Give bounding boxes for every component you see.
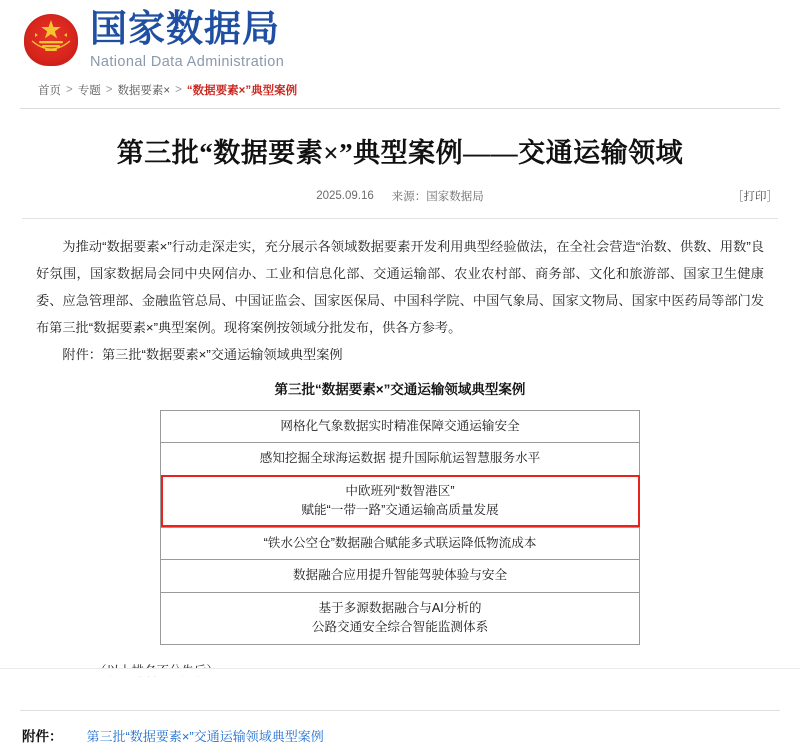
attachment-link[interactable]: 第三批“数据要素×”交通运输领域典型案例: [86, 728, 324, 744]
page-title: 第三批“数据要素×”典型案例——交通运输领域: [116, 137, 684, 168]
case-line: 网格化气象数据实时精准保障交通运输安全: [280, 418, 520, 433]
case-line: “铁水公空仓”数据融合赋能多式联运降低物流成本: [263, 535, 537, 550]
case-cell-4[interactable]: [161, 527, 640, 560]
case-table: [160, 410, 640, 645]
case-line: 感知挖掘全球海运数据 提升国际航运智慧服务水平: [259, 451, 541, 466]
case-cell-3-highlighted[interactable]: [161, 475, 640, 527]
breadcrumb-separator: >: [105, 83, 113, 96]
table-row: [161, 592, 640, 644]
footer-bar: [0, 668, 800, 676]
brand-name-en: National Data Administration: [90, 53, 285, 70]
brand-name-cn: 国家数据局: [90, 9, 280, 50]
publish-date: 2025.09.16: [316, 189, 374, 202]
breadcrumb-item-current: “数据要素×”典型案例: [186, 84, 298, 97]
print-button[interactable]: ［打印］: [732, 190, 778, 203]
attachment-section: [0, 711, 800, 745]
table-row: [161, 560, 640, 593]
case-line: 基于多源数据融合与AI分析的: [318, 600, 482, 615]
breadcrumb: [38, 82, 800, 98]
attachment-label: 附件：: [22, 729, 63, 745]
table-row: [161, 475, 640, 527]
case-cell-2[interactable]: [161, 443, 640, 476]
case-line: 公路交通安全综合智能监测体系: [311, 620, 489, 635]
breadcrumb-item-home[interactable]: 首页: [38, 84, 61, 97]
body-paragraph-1: 为推动“数据要素×”行动走深走实，充分展示各领域数据要素开发利用典型经验做法，在全社会营造“治数、供数、用数”良好氛围，国家数据局会同中央网信办、工业和信息化部、交通运输部、农业农村部、商务部、文化和旅游部、国家卫生健康委、应急管理部、金融监管总局、中国证监会、国家医保局、中国科学院、中国气象局、国家文物局、国家中医药局等部门发布第三批“数据要素×”典型案例。现将案例按领域分批发布，供各方参考。: [36, 238, 764, 335]
breadcrumb-separator: >: [66, 83, 73, 96]
article-meta: [0, 188, 800, 204]
table-row: [161, 527, 640, 560]
national-emblem-icon: [22, 11, 80, 69]
case-line: 赋能“一带一路”交通运输高质量发展: [301, 503, 499, 518]
case-line: 中欧班列“数智港区”: [345, 483, 455, 498]
table-row: [161, 443, 640, 476]
case-cell-6[interactable]: [161, 592, 640, 644]
breadcrumb-item-topic[interactable]: 专题: [77, 84, 101, 97]
breadcrumb-item-data-element[interactable]: 数据要素×: [117, 84, 171, 97]
case-line: 数据融合应用提升智能驾驶体验与安全: [292, 568, 508, 583]
case-cell-5[interactable]: [161, 560, 640, 593]
breadcrumb-separator: >: [175, 83, 182, 96]
body-paragraph-2: 附件：第三批“数据要素×”交通运输领域典型案例: [62, 346, 343, 362]
article-body: [0, 219, 800, 685]
case-cell-1[interactable]: [161, 410, 640, 443]
article-source: 来源：国家数据局: [391, 190, 484, 203]
case-table-title: 第三批“数据要素×”交通运输领域典型案例: [274, 382, 526, 397]
header-divider: [20, 108, 780, 109]
brand-text: [90, 10, 284, 70]
table-row: [161, 410, 640, 443]
site-header: [0, 0, 800, 76]
